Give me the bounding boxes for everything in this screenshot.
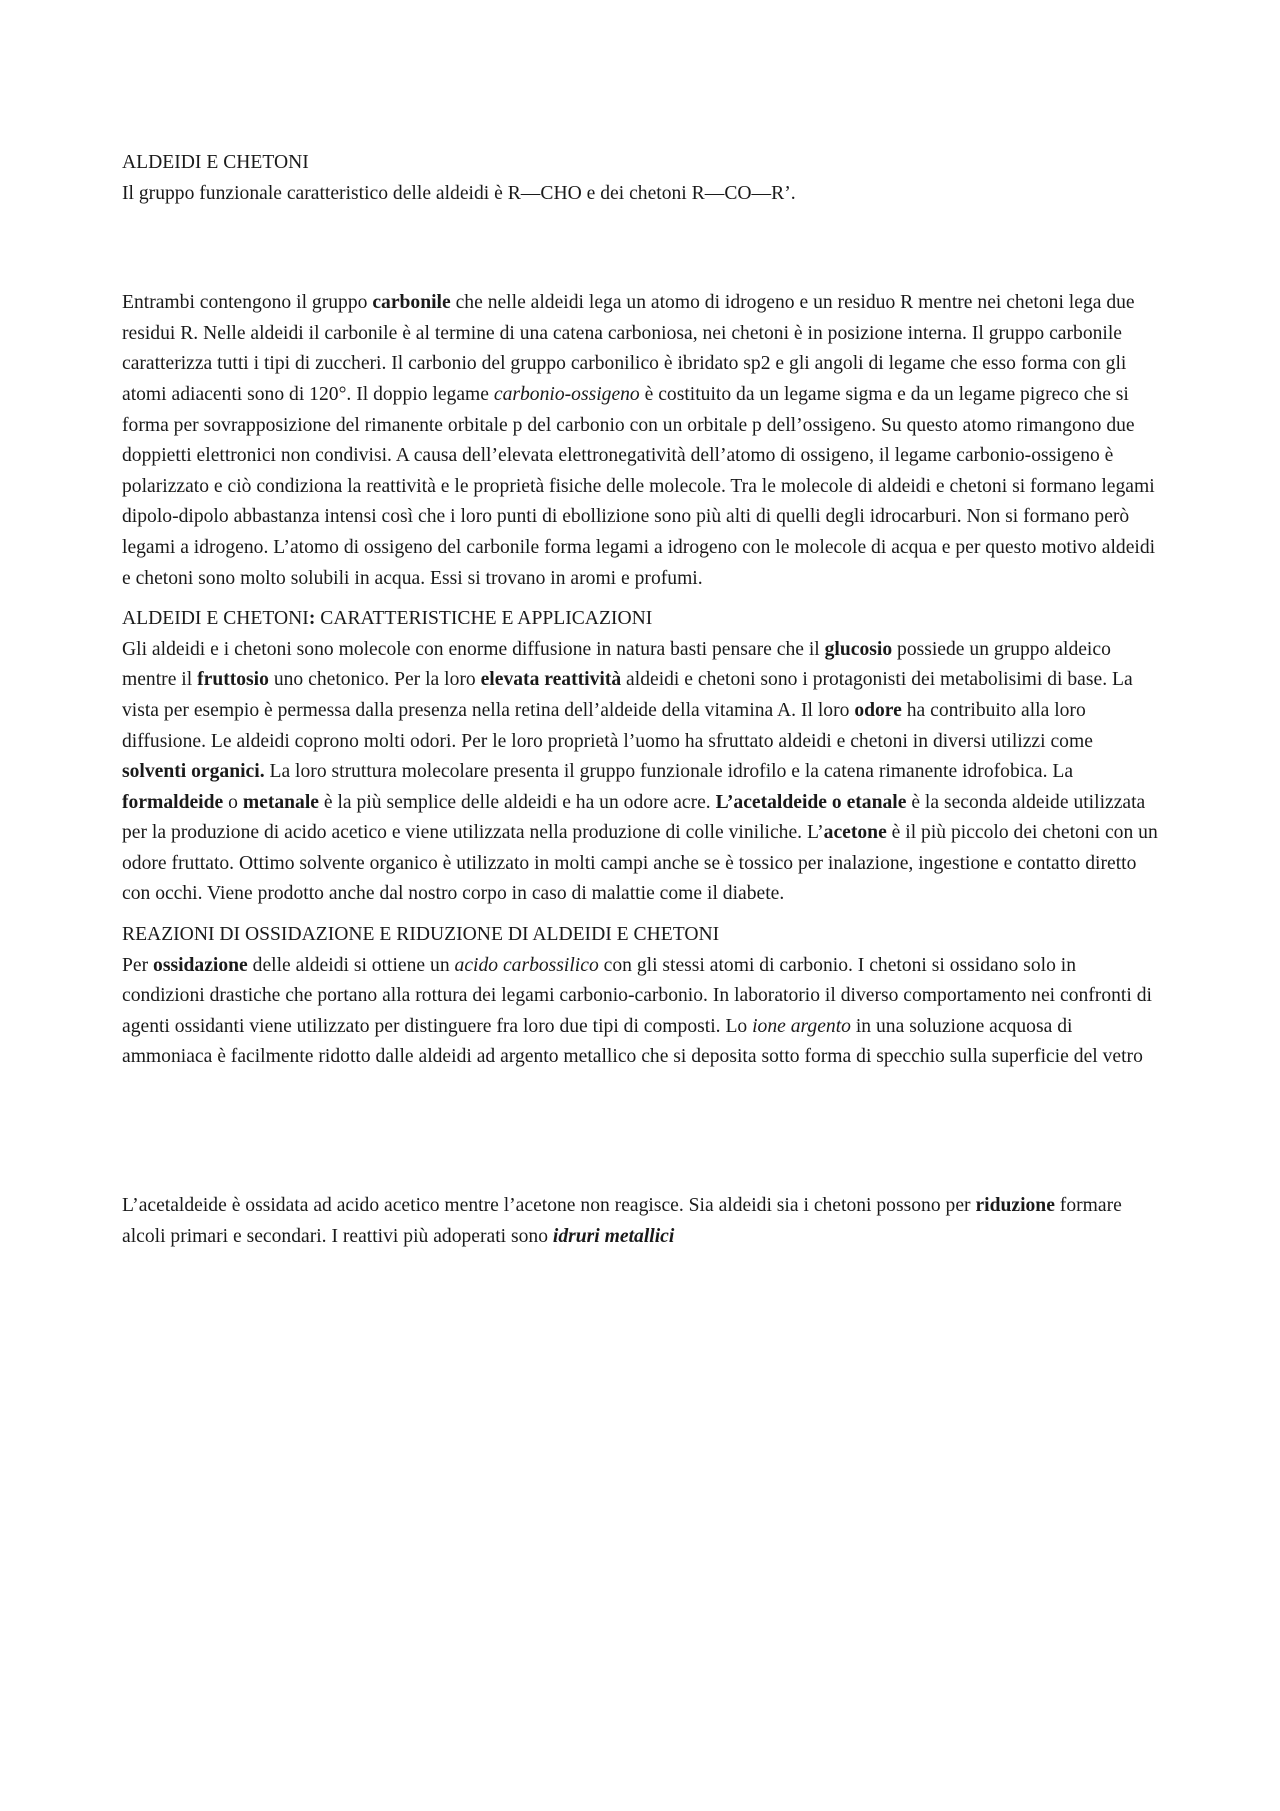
italic-term-carbonio-ossigeno: carbonio-ossigeno — [493, 383, 640, 405]
text-run: possiede un gruppo aldeico mentre il — [122, 638, 1111, 691]
text-run: La loro struttura molecolare presenta il gruppo funzionale idrofilo e la catena rimanente idrofobica. La — [264, 761, 1074, 783]
text-run: è la seconda aldeide utilizzata per la produzione di acido acetico e viene utilizzata nella produzione di colle viniliche. L’ — [122, 791, 1146, 844]
bold-term-acetone: acetone — [823, 822, 887, 844]
italic-term-acido-carbossilico: acido carbossilico — [454, 954, 599, 976]
carbonile-paragraph — [122, 288, 1162, 594]
bold-italic-term-idruri: idruri metallici — [552, 1225, 675, 1247]
text-run: o — [223, 791, 243, 813]
blank-space — [122, 910, 1162, 920]
bold-term-metanale: metanale — [242, 791, 319, 813]
text-run: uno chetonico. Per la loro — [268, 669, 481, 691]
bold-term-reattivita: elevata reattività — [480, 669, 622, 691]
text-run: ha contribuito alla loro diffusione. Le aldeidi coprono molti odori. Per le loro proprietà l’uomo ha sfruttato aldeidi e chetoni in diversi utilizzi come — [122, 699, 1093, 752]
bold-term-fruttosio: fruttosio — [197, 669, 269, 691]
blank-space — [122, 594, 1162, 604]
text-run: è costituito da un legame sigma e da un legame pigreco che si forma per sovrapposizione del rimanente orbitale p del carbonio con un orbitale p dell’ossigeno. Su questo atomo rimangono due doppietti elettronici non condivisi. A causa dell’elevata elettronegatività dell’atomo di ossigeno, il legame carbonio-ossigeno è polarizzato e ciò condiziona la reattività e le proprietà fisiche delle molecole. Tra le molecole di aldeidi e chetoni si formano legami dipolo-dipolo abbastanza intensi così che i loro punti di ebollizione sono più alti di quelli degli idrocarburi. Non si formano però legami a idrogeno. L’atomo di ossigeno del carbonile forma legami a idrogeno con le molecole di acqua e per questo motivo aldeidi e chetoni sono molto solubili in acqua. Essi si trovano in aromi e profumi. — [122, 383, 1156, 589]
blank-space — [122, 1073, 1162, 1191]
bold-term-formaldeide: formaldeide — [122, 791, 224, 813]
section-heading-caratteristiche — [122, 604, 1162, 635]
text-run: L’acetaldeide è ossidata ad acido acetico mentre l’acetone non reagisce. Sia aldeidi sia i chetoni possono per — [122, 1195, 976, 1217]
bold-term-riduzione: riduzione — [975, 1195, 1055, 1217]
heading-run: ALDEIDI E CHETONI — [122, 608, 309, 630]
text-run: aldeidi e chetoni sono i protagonisti dei metabolisimi di base. La vista per esempio è permessa dalla presenza nella retina dell’aldeide della vitamina A. Il loro — [122, 669, 1133, 721]
heading-run: CARATTERISTICHE E APPLICAZIONI — [315, 608, 653, 630]
document-page — [122, 148, 1162, 1252]
intro-paragraph: Il gruppo funzionale caratteristico delle aldeidi è R—CHO e dei chetoni R—CO—R’. — [122, 182, 796, 204]
bold-term-carbonile: carbonile — [372, 292, 451, 314]
bold-term-acetaldeide: L’acetaldeide o etanale — [715, 791, 907, 813]
riduzione-paragraph — [122, 1191, 1162, 1252]
bold-term-ossidazione: ossidazione — [153, 954, 248, 976]
text-run: che nelle aldeidi lega un atomo di idrogeno e un residuo R mentre nei chetoni lega due residui R. Nelle aldeidi il carbonile è al termine di una catena carboniosa, nei chetoni è in posizione interna. Il gruppo carbonile caratterizza tutti i tipi di zuccheri. Il carbonio del gruppo carbonilico è ibridato sp2 e gli angoli di legame che esso forma con gli atomi adiacenti sono di 120°. Il doppio legame — [122, 292, 1135, 405]
section-heading-reazioni: REAZIONI DI OSSIDAZIONE E RIDUZIONE DI ALDEIDI E CHETONI — [122, 924, 720, 946]
blank-space — [122, 209, 1162, 288]
bold-term-glucosio: glucosio — [824, 638, 893, 660]
text-run: con gli stessi atomi di carbonio. I chetoni si ossidano solo in condizioni drastiche che portano alla rottura dei legami carbonio-carbonio. In laboratorio il diverso comportamento nei confronti di agenti ossidanti viene utilizzato per distinguere fra loro due tipi di composti. Lo — [122, 954, 1152, 1037]
text-run: formare alcoli primari e secondari. I reattivi più adoperati sono — [122, 1195, 1122, 1247]
text-run: è la più semplice delle aldeidi e ha un odore acre. — [319, 791, 716, 813]
text-run: delle aldeidi si ottiene un — [247, 954, 455, 976]
text-run: è il più piccolo dei chetoni con un odore fruttato. Ottimo solvente organico è utilizzato in molti campi anche se è tossico per inalazione, ingestione e contatto diretto con occhi. Viene prodotto anche dal nostro corpo in caso di malattie come il diabete. — [122, 822, 1158, 905]
bold-term-odore: odore — [854, 699, 902, 721]
text-run: Per — [122, 954, 154, 976]
text-run: in una soluzione acquosa di ammoniaca è facilmente ridotto dalle aldeidi ad argento metallico che si deposita sotto forma di specchio sulla superficie del vetro — [122, 1015, 1143, 1068]
section-heading-aldeidi-chetoni: ALDEIDI E CHETONI — [122, 152, 309, 173]
bold-term-solventi: solventi organici. — [122, 761, 265, 783]
caratteristiche-paragraph — [122, 635, 1162, 910]
text-run: Gli aldeidi e i chetoni sono molecole con enorme diffusione in natura basti pensare che il — [122, 638, 825, 660]
text-run: Entrambi contengono il gruppo — [122, 292, 373, 314]
italic-term-ione-argento: ione argento — [752, 1015, 851, 1037]
ossidazione-paragraph — [122, 951, 1162, 1073]
heading-colon: : — [308, 608, 316, 630]
